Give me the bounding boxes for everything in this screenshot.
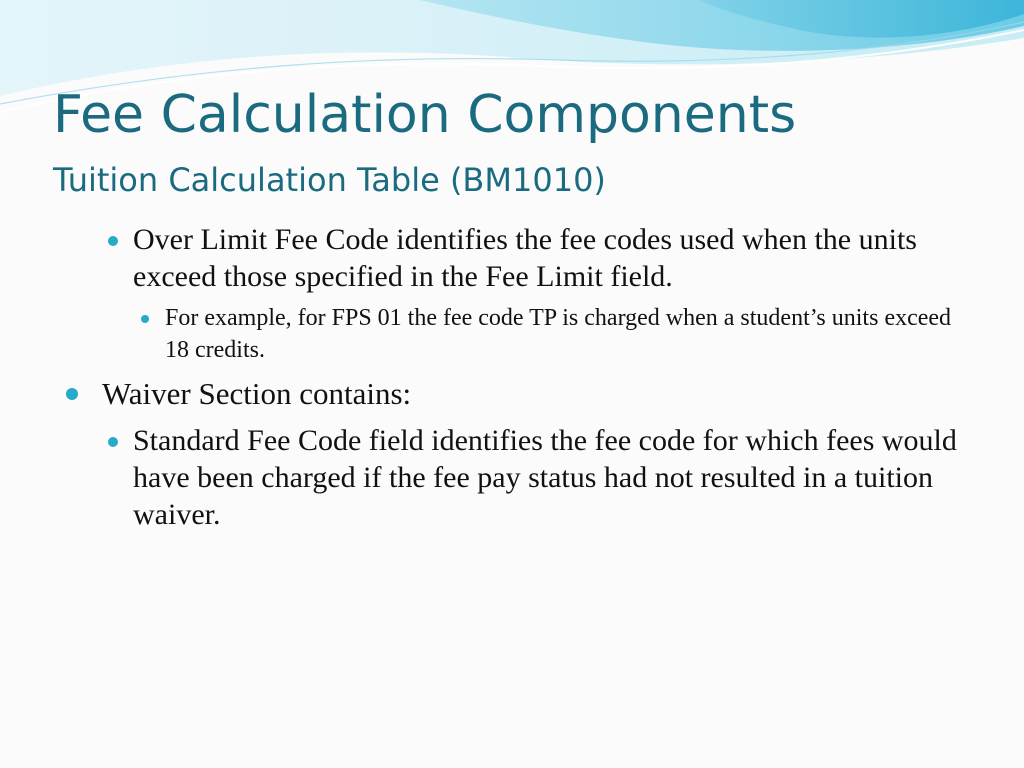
bullet-text: Standard Fee Code field identifies the fee code for which fees would have been charged if the fee pay status had not resulted in a tuition waiver. <box>133 424 957 531</box>
bullet-dot <box>108 236 118 246</box>
bullet-text: Waiver Section contains: <box>102 376 412 411</box>
bullet-text: Over Limit Fee Code identifies the fee codes used when the units exceed those specified in the Fee Limit field. <box>133 223 917 293</box>
bullet-dot <box>108 437 118 447</box>
bullet-item-over-limit <box>133 221 973 295</box>
bullet-dot <box>141 315 149 323</box>
bullet-item-standard-fee-code <box>133 422 973 533</box>
bullet-dot <box>66 388 78 400</box>
slide-subtitle: Tuition Calculation Table (BM1010) <box>53 161 606 199</box>
slide-title: Fee Calculation Components <box>53 85 797 145</box>
bullet-item-example <box>165 302 955 366</box>
bullet-text: For example, for FPS 01 the fee code TP is charged when a student’s units exceed 18 credits. <box>165 305 952 363</box>
bullet-item-waiver-section <box>102 375 972 413</box>
